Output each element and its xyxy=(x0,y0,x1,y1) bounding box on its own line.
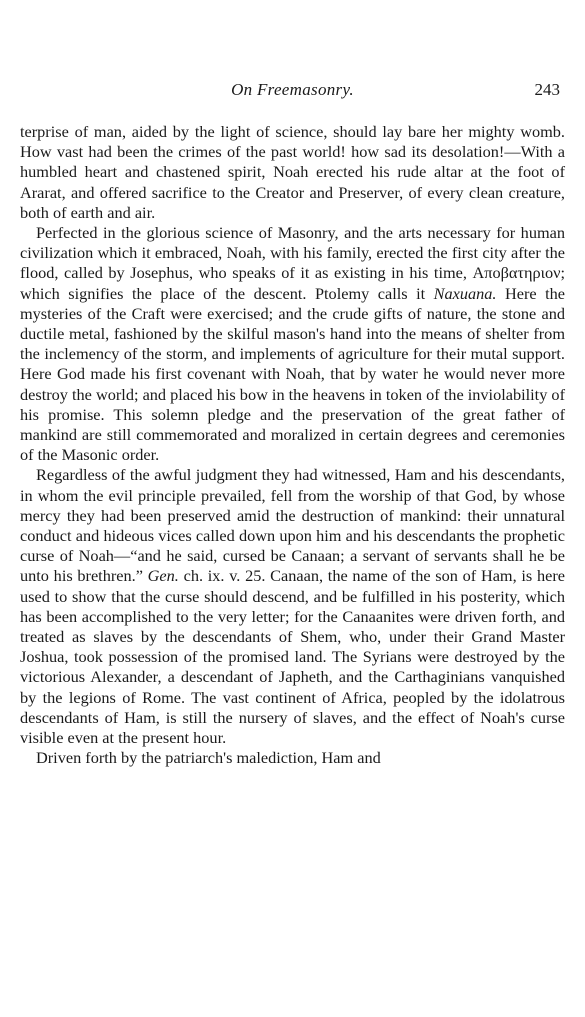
paragraph-3-text-b: ch. ix. v. 25. Canaan, the name of the son of Ham, is here used to show that the curse should descend, and be fulfilled in his posterity, which has been accomplished to the very letter; for the Canaanites were driven forth, and treated as slaves by the descendants of Shem, who, under their Grand Master Joshua, took possession of the promised land. The Syrians were destroyed by the victorious Alexander, a descendant of Japheth, and the Carthaginians vanquished by the legions of Rome. The vast continent of Africa, peopled by the idolatrous descendants of Ham, is still the nursery of slaves, and the effect of Noah's curse visible even at the present hour. xyxy=(20,566,565,748)
paragraph-2 xyxy=(20,223,565,465)
paragraph-3 xyxy=(20,465,565,748)
paragraph-2-text-b: Here the mysteries of the Craft were exercised; and the crude gifts of nature, the stone and ductile metal, fashioned by the skilful mason's hand into the means of shelter from the inclemency of the storm, and implements of agriculture for their mutal support. Here God made his first covenant with Noah, that by water he would never more destroy the world; and placed his bow in the heavens in token of the inviolability of his promise. This solemn pledge and the preservation of the great father of mankind are still commemorated and moralized in certain degrees and ceremonies of the Masonic order. xyxy=(20,283,565,465)
page-number: 243 xyxy=(534,80,560,99)
body-text xyxy=(20,122,565,769)
book-page xyxy=(20,80,565,769)
paragraph-2-text-a: Perfected in the glorious science of Masonry, and the arts necessary for human civilization which it embraced, Noah, with his family, erected the first city after the flood, called by Josephus, who speaks of it as existing in his time, Αποβατηριον; which signifies the place of the descent. Ptolemy calls it xyxy=(20,223,565,303)
running-title: On Freemasonry. xyxy=(231,80,354,99)
running-head xyxy=(20,80,565,104)
paragraph-4: Driven forth by the patriarch's malediction, Ham and xyxy=(36,748,381,768)
paragraph-3-text-a: Regardless of the awful judgment they had witnessed, Ham and his descendants, in whom the evil principle prevailed, fell from the worship of that God, by whose mercy they had been preserved amid the destruction of mankind: their unnatural conduct and hideous vices called down upon him and his descendants the prophetic curse of Noah—“and he said, cursed be Canaan; a servant of servants shall he be unto his brethren.” xyxy=(20,465,565,586)
paragraph-1: terprise of man, aided by the light of science, should lay bare her mighty womb. How vast had been the crimes of the past world! how sad its desolation!—With a humbled heart and chastened spirit, Noah erected his rude altar at the foot of Ararat, and offered sacrifice to the Creator and Preserver, of every clean creature, both of earth and air. xyxy=(20,122,565,222)
paragraph-2-italic-naxuana: Naxuana. xyxy=(433,283,497,303)
paragraph-3-italic-gen: Gen. xyxy=(147,566,179,586)
